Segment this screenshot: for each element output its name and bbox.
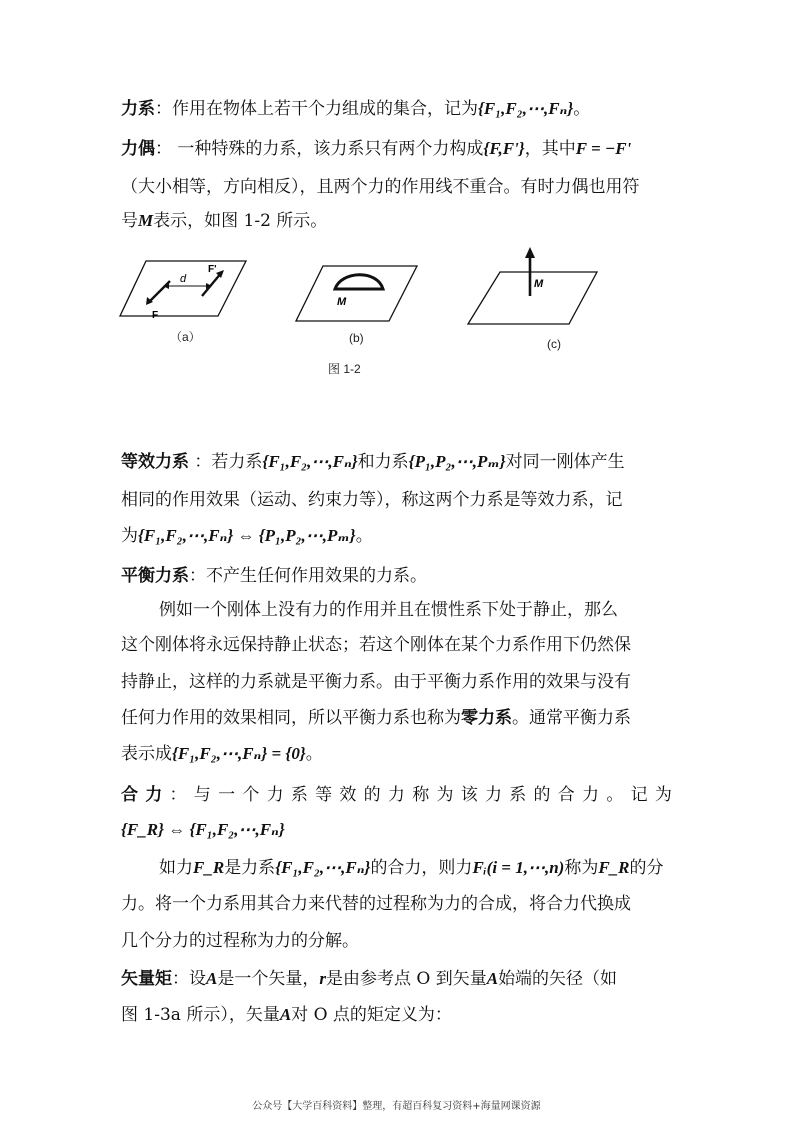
line-component-2: 力。将一个力系用其合力来代替的过程称为力的合成，将合力代换成 bbox=[121, 894, 631, 914]
line-couple-2: （大小相等，方向相反），且两个力的作用线不重合。有时力偶也用符 bbox=[121, 177, 640, 197]
line-example-4: 任何力作用的效果相同，所以平衡力系也称为零力系。通常平衡力系 bbox=[121, 708, 631, 728]
line-moment: 矢量矩：设A是一个矢量，r是由参考点 O 到矢量A始端的矢径（如 bbox=[121, 969, 618, 989]
line-component-3: 几个分力的过程称为力的分解。 bbox=[121, 931, 359, 951]
line-moment-2: 图 1-3a 所示），矢量A对 O 点的矩定义为： bbox=[121, 1005, 452, 1025]
line-component-1: 如力F_R是力系{F₁,F₂,⋯,Fₙ}的合力，则力Fᵢ(i = 1,⋯,n)称为F_R的分 bbox=[159, 858, 664, 878]
svg-text:F: F bbox=[152, 310, 159, 321]
figure-a bbox=[118, 258, 250, 322]
line-resultant-formula: {F_R} ⇔ {F₁,F₂,⋯,Fₙ} bbox=[121, 820, 285, 839]
svg-text:d: d bbox=[180, 273, 187, 285]
caption-a: （a） bbox=[170, 330, 201, 344]
line-couple: 力偶： 一种特殊的力系，该力系只有两个力构成{F,F'}，其中F = −F' bbox=[121, 139, 632, 159]
caption-c: (c) bbox=[547, 337, 561, 351]
line-force-system: 力系：作用在物体上若干个力组成的集合，记为{F₁,F₂,⋯,Fₙ}。 bbox=[121, 99, 591, 119]
term-equivalent: 等效力系 bbox=[121, 452, 189, 472]
figure-c bbox=[465, 244, 600, 326]
term-force-system: 力系 bbox=[121, 99, 155, 119]
line-example-1: 例如一个刚体上没有力的作用并且在惯性系下处于静止，那么 bbox=[159, 600, 618, 620]
term-balance: 平衡力系 bbox=[121, 566, 189, 586]
figure-b bbox=[293, 263, 421, 323]
caption-b: (b) bbox=[349, 331, 364, 345]
term-moment: 矢量矩 bbox=[121, 969, 172, 989]
math-force-set: {F₁,F₂,⋯,Fₙ} bbox=[478, 99, 574, 118]
line-resultant: 合 力 ： 与 一 个 力 系 等 效 的 力 称 为 该 力 系 的 合 力 。 记 为 bbox=[121, 785, 672, 805]
term-zero-system: 零力系 bbox=[461, 708, 512, 728]
svg-text:F': F' bbox=[208, 264, 217, 275]
term-couple: 力偶 bbox=[121, 139, 155, 159]
svg-text:M: M bbox=[534, 278, 544, 290]
line-example-3: 持静止，这样的力系就是平衡力系。由于平衡力系作用的效果与没有 bbox=[121, 672, 631, 692]
line-balance: 平衡力系：不产生任何作用效果的力系。 bbox=[121, 566, 427, 586]
svg-text:M: M bbox=[337, 296, 347, 308]
figure-title: 图 1-2 bbox=[328, 362, 361, 376]
line-equivalent-2: 相同的作用效果（运动、约束力等），称这两个力系是等效力系，记 bbox=[121, 490, 623, 510]
line-equivalent-3: 为{F₁,F₂,⋯,Fₙ} ⇔ {P₁,P₂,⋯,Pₘ}。 bbox=[121, 526, 373, 546]
line-equivalent: 等效力系 ：若力系{F₁,F₂,⋯,Fₙ}和力系{P₁,P₂,⋯,Pₘ}对同一刚体产生 bbox=[121, 452, 625, 472]
page-footer: 公众号【大学百科资料】整理，有超百科复习资料+海量网课资源 bbox=[252, 1101, 541, 1112]
line-couple-3: 号M表示，如图 1-2 所示。 bbox=[121, 211, 328, 231]
term-resultant: 合 bbox=[121, 785, 138, 805]
line-example-5: 表示成{F₁,F₂,⋯,Fₙ} = {0}。 bbox=[121, 744, 323, 764]
line-example-2: 这个刚体将永远保持静止状态；若这个刚体在某个力系作用下仍然保 bbox=[121, 635, 631, 655]
